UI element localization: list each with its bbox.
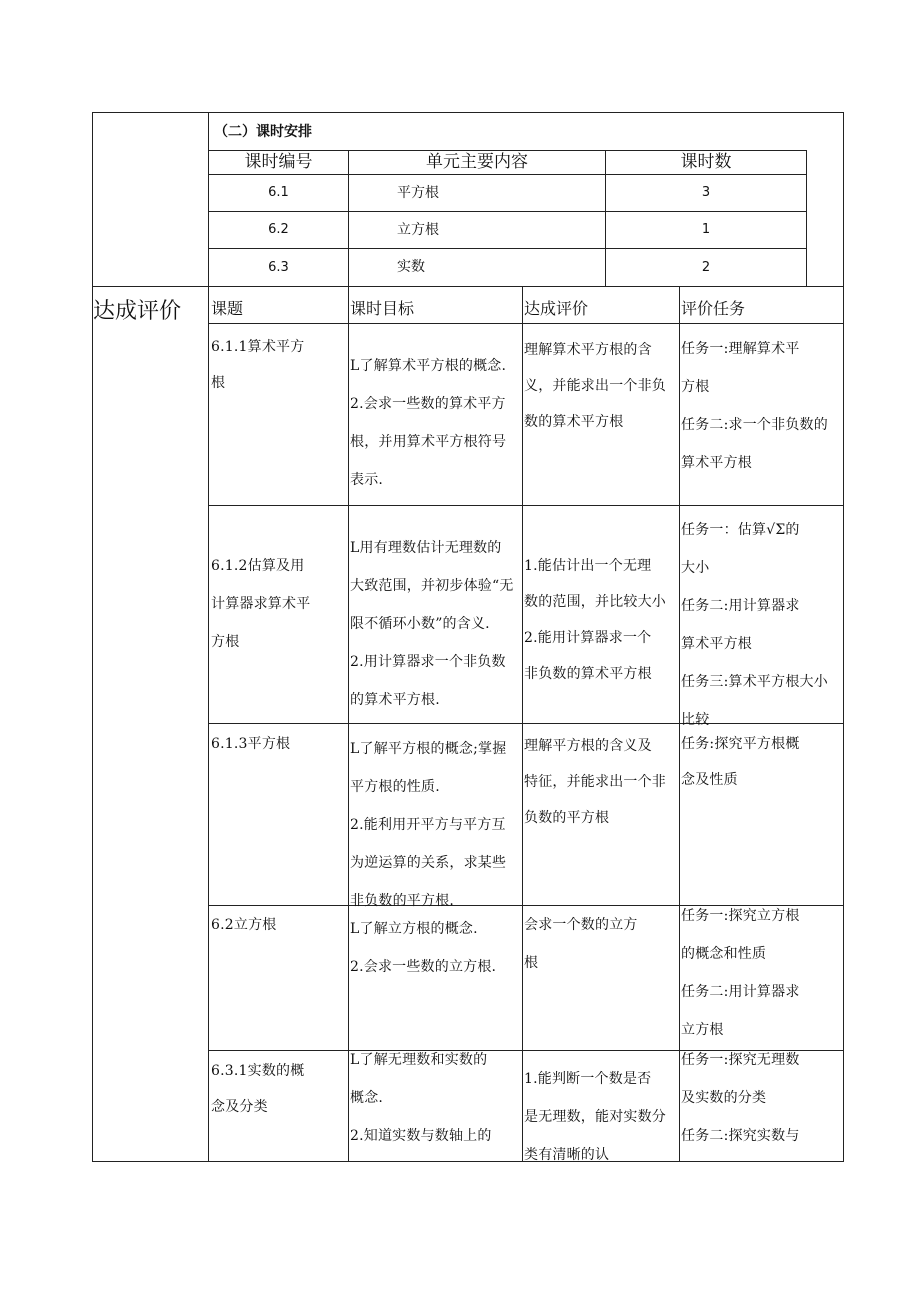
eval-row-tasks: 任务一:探究立方根 的概念和性质 任务二:用计算器求 立方根 (681, 908, 800, 1038)
eval-header-tasks: 评价任务 (681, 299, 746, 318)
eval-row-tasks: 任务一:理解算术平 方根 任务二:求一个非负数的 算术平方根 (681, 341, 828, 471)
eval-row-topic: 6.2立方根 (211, 917, 277, 933)
schedule-row-hours: 2 (701, 260, 711, 275)
eval-header-assessment: 达成评价 (524, 299, 589, 318)
eval-row-assessment: 会求一个数的立方 根 (524, 917, 638, 971)
eval-row-tasks: 任务一:探究无理数 及实数的分类 任务二:探究实数与 (681, 1052, 800, 1144)
eval-row-topic: 6.1.1算术平方 根 (211, 339, 305, 391)
schedule-row-code: 6.1 (268, 185, 289, 200)
eval-row-assessment: 1.能判断一个数是否 是无理数，能对实数分 类有清晰的认 (524, 1071, 666, 1163)
outer-top-border (92, 112, 844, 113)
eval-row-goals: L了解算术平方根的概念. 2.会求一些数的算术平方 根，并用算术平方根符号 表示. (350, 358, 507, 488)
outer-bottom-border (92, 1161, 844, 1162)
schedule-heading: （二）课时安排 (214, 124, 312, 140)
eval-col-divider-1 (348, 286, 349, 1162)
eval-row-goals: L了解平方根的概念;掌握 平方根的性质. 2.能利用开平方与平方互 为逆运算的关系，求某些 非负数的平方根. (350, 741, 507, 909)
eval-col-divider-3 (679, 286, 680, 1162)
outer-left-border (92, 112, 93, 1162)
eval-row-topic: 6.3.1实数的概 念及分类 (211, 1063, 305, 1115)
eval-header-topic: 课题 (211, 299, 244, 318)
eval-row-goals: L了解无理数和实数的 概念. 2.知道实数与数轴上的 (350, 1052, 492, 1144)
eval-row-tasks: 任务:探究平方根概 念及性质 (681, 736, 800, 788)
outer-right-border (843, 112, 844, 1162)
evaluation-section-label: 达成评价 (93, 299, 182, 324)
schedule-row-content: 实数 (397, 259, 425, 275)
section-divider (92, 286, 844, 287)
schedule-row-code: 6.3 (268, 260, 289, 275)
eval-row-assessment: 1.能估计出一个无理 数的范围，并比较大小 2.能用计算器求一个 非负数的算术平方根 (524, 558, 666, 682)
eval-row-topic: 6.1.3平方根 (211, 736, 291, 752)
schedule-row-content: 立方根 (397, 222, 439, 238)
schedule-row-hours: 3 (701, 185, 711, 200)
eval-row-tasks: 任务一：估算√Σ的 大小 任务二:用计算器求 算术平方根 任务三:算术平方根大小 比较 (681, 522, 828, 728)
schedule-header-content: 单元主要内容 (426, 152, 528, 172)
eval-header-goals: 课时目标 (350, 299, 415, 318)
eval-row-assessment: 理解平方根的含义及 特征，并能求出一个非 负数的平方根 (524, 738, 666, 826)
eval-row1-bottom (208, 505, 844, 506)
schedule-row-content: 平方根 (397, 185, 439, 201)
eval-row-assessment: 理解算术平方根的含 义，并能求出一个非负 数的算术平方根 (524, 342, 666, 430)
eval-row-goals: L了解立方根的概念. 2.会求一些数的立方根. (350, 921, 497, 975)
schedule-header-hours: 课时数 (680, 152, 732, 172)
eval-row-topic: 6.1.2估算及用 计算器求算术平 方根 (211, 558, 311, 650)
eval-col-divider-2 (522, 286, 523, 1162)
schedule-row-code: 6.2 (268, 222, 289, 237)
schedule-header-code: 课时编号 (244, 152, 313, 172)
schedule-row-hours: 1 (701, 222, 711, 237)
eval-row-goals: L用有理数估计无理数的 大致范围，并初步体验“无 限不循环小数”的含义. 2.用计算器求一个非负数 的算术平方根. (350, 540, 514, 708)
eval-header-bottom (208, 323, 844, 324)
schedule-table-right (806, 150, 807, 286)
